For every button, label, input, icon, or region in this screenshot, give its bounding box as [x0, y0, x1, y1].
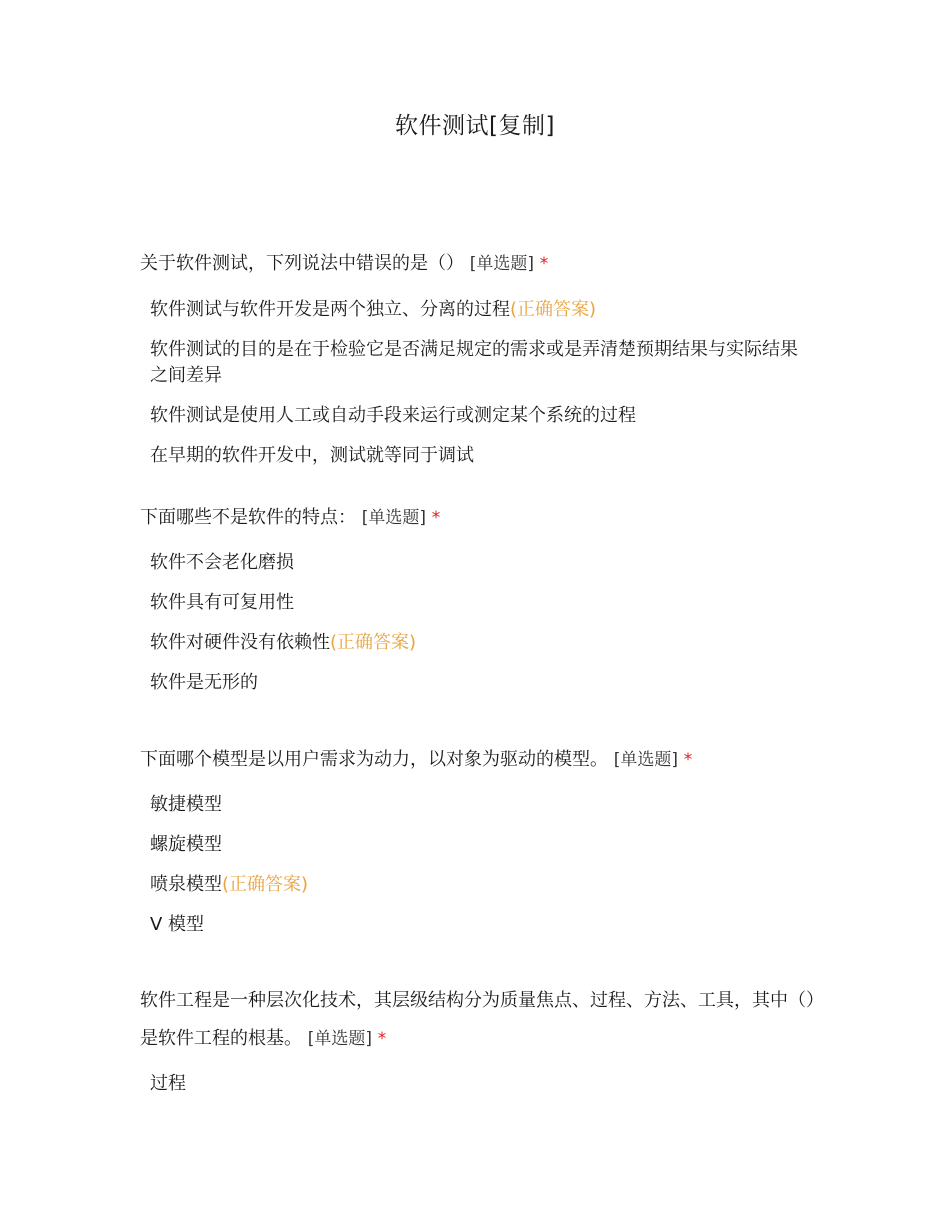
page-title: 软件测试[复制]: [395, 113, 555, 139]
question-type: [单选题]: [469, 254, 534, 274]
question-3: [140, 741, 830, 945]
question-type: [单选题]: [361, 508, 426, 528]
option-text: 软件是无形的: [150, 672, 258, 693]
option[interactable]: [150, 1064, 810, 1104]
option-text: 喷泉模型: [150, 874, 222, 895]
option[interactable]: [150, 543, 810, 583]
required-mark: *: [683, 750, 693, 770]
option[interactable]: [150, 623, 810, 663]
question-stem: [140, 741, 830, 779]
option-text: 软件具有可复用性: [150, 592, 294, 613]
question-stem: [140, 245, 830, 283]
correct-answer-tag: (正确答案): [330, 632, 417, 653]
option-text: 软件不会老化磨损: [150, 552, 294, 573]
options-list: [150, 785, 830, 945]
option[interactable]: [150, 785, 810, 825]
question-text: 下面哪个模型是以用户需求为动力，以对象为驱动的模型。: [140, 749, 608, 770]
option-text: 敏捷模型: [150, 794, 222, 815]
options-list: [150, 543, 830, 703]
question-2: [140, 499, 830, 703]
question-type: [单选题]: [307, 1029, 372, 1049]
option[interactable]: [150, 396, 810, 436]
option-text: 在早期的软件开发中，测试就等同于调试: [150, 445, 474, 466]
correct-answer-tag: (正确答案): [510, 299, 597, 320]
option-text: 软件测试是使用人工或自动手段来运行或测定某个系统的过程: [150, 405, 636, 426]
question-stem: [140, 499, 830, 537]
option-text: V 模型: [150, 914, 205, 935]
option-text: 软件测试的目的是在于检验它是否满足规定的需求或是弄清楚预期结果与实际结果之间差异: [150, 339, 798, 386]
correct-answer-tag: (正确答案): [222, 874, 309, 895]
question-1: [140, 245, 830, 476]
option[interactable]: [150, 905, 810, 945]
options-list: [150, 1064, 830, 1104]
question-text: 关于软件测试，下列说法中错误的是（）: [140, 253, 464, 274]
question-text: 软件工程是一种层次化技术，其层级结构分为质量焦点、过程、方法、工具，其中（）是软件工程的根基。: [140, 990, 824, 1049]
option[interactable]: [150, 825, 810, 865]
option-text: 螺旋模型: [150, 834, 222, 855]
option-text: 软件测试与软件开发是两个独立、分离的过程: [150, 299, 510, 320]
option[interactable]: [150, 436, 810, 476]
required-mark: *: [377, 1029, 387, 1049]
question-type: [单选题]: [613, 750, 678, 770]
option[interactable]: [150, 663, 810, 703]
question-4: [140, 982, 830, 1104]
option[interactable]: [150, 289, 810, 330]
options-list: [150, 289, 830, 476]
required-mark: *: [431, 508, 441, 528]
option-text: 软件对硬件没有依赖性: [150, 632, 330, 653]
required-mark: *: [539, 254, 549, 274]
question-text: 下面哪些不是软件的特点：: [140, 507, 356, 528]
option[interactable]: [150, 330, 810, 396]
option[interactable]: [150, 865, 810, 905]
question-stem: [140, 982, 830, 1058]
option-text: 过程: [150, 1073, 186, 1094]
option[interactable]: [150, 583, 810, 623]
